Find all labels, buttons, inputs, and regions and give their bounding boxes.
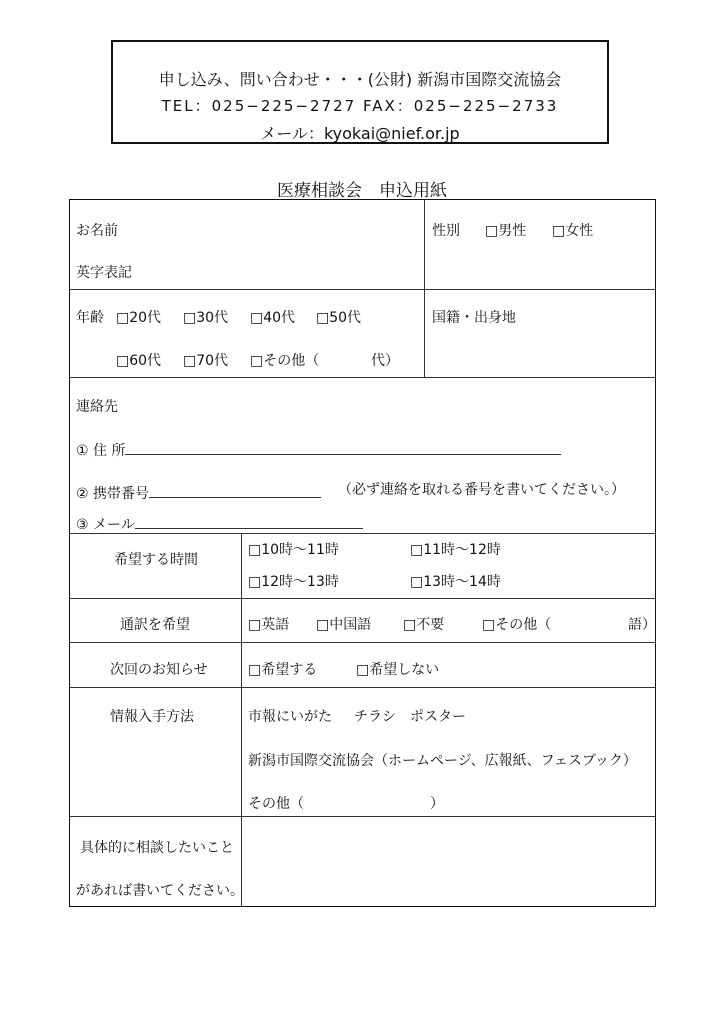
time-option-11-12[interactable]: □11時〜12時 xyxy=(410,542,501,558)
notify-label: 次回のお知らせ xyxy=(110,662,208,678)
age-option-70s[interactable]: □70代 xyxy=(183,353,229,369)
application-form-table xyxy=(69,199,656,907)
mobile-note: （必ず連絡を取れる番号を書いてください。） xyxy=(338,482,625,498)
time-option-12-13[interactable]: □12時〜13時 xyxy=(248,574,339,590)
address-field[interactable] xyxy=(76,440,561,460)
gender-option-male[interactable]: □男性 xyxy=(485,223,527,239)
mobile-input-line[interactable] xyxy=(149,483,321,498)
notify-option-no[interactable]: □希望しない xyxy=(356,662,440,678)
notify-option-yes[interactable]: □希望する xyxy=(248,662,318,678)
english-name-label: 英字表記 xyxy=(76,265,132,281)
consult-label-line1: 具体的に相談したいこと xyxy=(80,840,234,856)
age-option-30s[interactable]: □30代 xyxy=(183,310,229,326)
age-option-other-suffix: 代） xyxy=(371,353,399,369)
interp-option-other[interactable]: □その他（ xyxy=(482,617,552,633)
email-field[interactable] xyxy=(76,514,363,534)
age-option-20s[interactable]: □20代 xyxy=(116,310,162,326)
mobile-label: ② 携帯番号 xyxy=(76,486,150,502)
row-divider xyxy=(70,687,655,688)
gender-label: 性別 xyxy=(432,223,460,239)
info-option-other[interactable]: その他（ ） xyxy=(248,796,444,812)
info-option-poster[interactable]: ポスター xyxy=(410,709,466,725)
interp-option-chinese[interactable]: □中国語 xyxy=(316,617,372,633)
time-option-10-11[interactable]: □10時〜11時 xyxy=(248,542,339,558)
email-input-line[interactable] xyxy=(135,514,363,529)
email-label: ③ メール xyxy=(76,517,135,533)
interp-option-none[interactable]: □不要 xyxy=(403,617,445,633)
row-divider xyxy=(70,377,655,378)
mobile-field[interactable] xyxy=(76,483,321,503)
info-option-flyer[interactable]: チラシ xyxy=(354,709,396,725)
row-divider xyxy=(70,642,655,643)
gender-option-female[interactable]: □女性 xyxy=(552,223,594,239)
info-option-city-newsletter[interactable]: 市報にいがた xyxy=(248,709,332,725)
row-divider xyxy=(70,598,655,599)
address-input-line[interactable] xyxy=(125,440,561,455)
age-option-50s[interactable]: □50代 xyxy=(316,310,362,326)
contact-label: 連絡先 xyxy=(76,399,118,415)
interp-option-english[interactable]: □英語 xyxy=(248,617,290,633)
row-divider xyxy=(70,289,655,290)
interp-option-other-suffix: 語） xyxy=(628,617,656,633)
nationality-label: 国籍・出身地 xyxy=(432,310,516,326)
age-option-40s[interactable]: □40代 xyxy=(250,310,296,326)
contact-box xyxy=(111,40,609,144)
contact-line-phone-fax: TEL：025−225−2727 FAX：025−225−2733 xyxy=(161,97,559,115)
contact-line-email: メール：kyokai@nief.or.jp xyxy=(260,124,460,143)
consult-textarea[interactable] xyxy=(242,817,654,905)
contact-line-inquiry: 申し込み、問い合わせ・・・(公財) 新潟市国際交流協会 xyxy=(158,70,562,89)
info-option-association[interactable]: 新潟市国際交流協会（ホームページ、広報紙、フェスブック） xyxy=(248,753,637,769)
consult-label-line2: があれば書いてください。 xyxy=(76,883,244,899)
time-option-13-14[interactable]: □13時〜14時 xyxy=(410,574,501,590)
age-option-other[interactable]: □その他（ xyxy=(250,353,320,369)
address-label: ① 住 所 xyxy=(76,443,126,459)
form-title: 医療相談会 申込用紙 xyxy=(277,181,447,201)
info-source-label: 情報入手方法 xyxy=(110,709,194,725)
time-label: 希望する時間 xyxy=(114,552,198,568)
interpreter-label: 通訳を希望 xyxy=(120,617,190,633)
name-label: お名前 xyxy=(76,223,118,239)
column-divider xyxy=(424,200,425,377)
age-option-60s[interactable]: □60代 xyxy=(116,353,162,369)
age-label: 年齢 xyxy=(76,310,104,326)
